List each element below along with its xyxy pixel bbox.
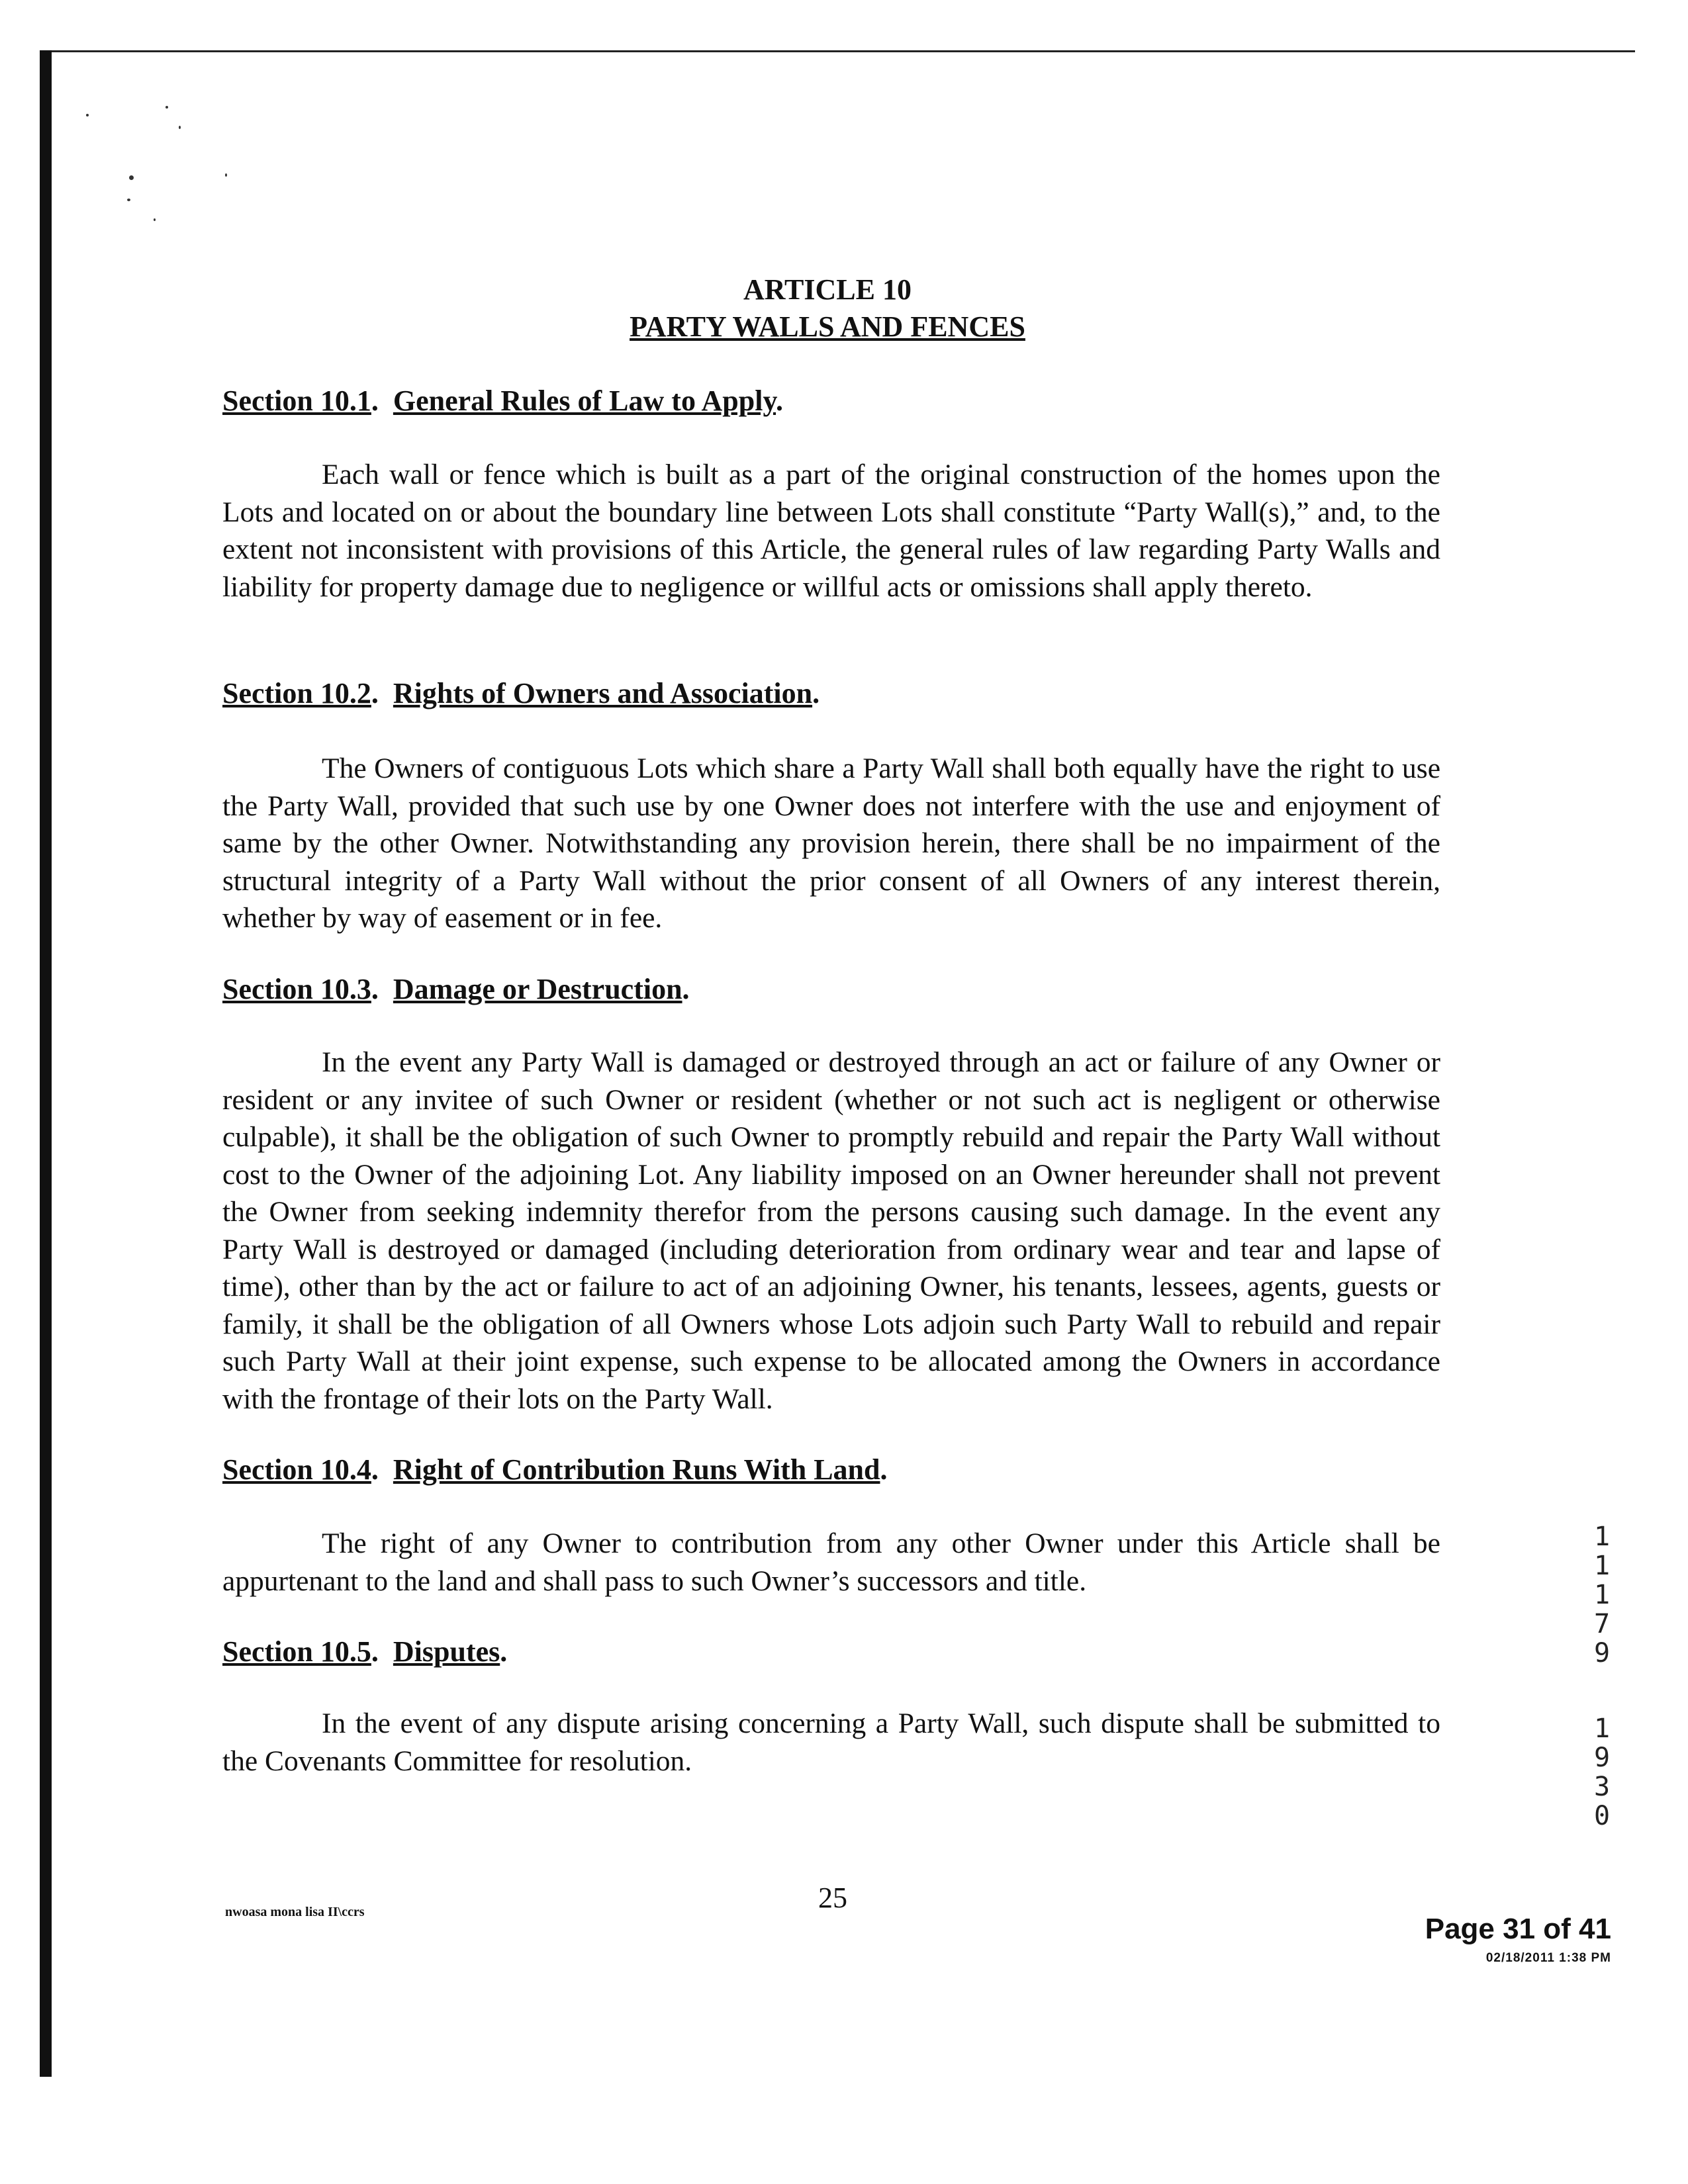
- section-title: Right of Contribution Runs With Land: [393, 1453, 880, 1486]
- section-number: Section 10.1: [222, 385, 371, 417]
- recording-page-stamp: Page 31 of 41: [1425, 1913, 1611, 1945]
- section-number: Section 10.3: [222, 973, 371, 1005]
- section-heading: Section 10.3. Damage or Destruction.: [222, 973, 690, 1005]
- scan-speck: [225, 173, 227, 177]
- section-heading: Section 10.5. Disputes.: [222, 1635, 508, 1668]
- section-title: General Rules of Law to Apply: [393, 385, 776, 417]
- section-paragraph: In the event of any dispute arising concerning a Party Wall, such dispute shall be submitted to the Covenants Committee for resolution.: [222, 1707, 1440, 1777]
- section-number: Section 10.5: [222, 1635, 371, 1668]
- scan-top-rule: [40, 50, 1635, 52]
- reel-digit: 7: [1593, 1609, 1611, 1639]
- reel-digit: 1: [1593, 1713, 1611, 1744]
- reel-digit: 0: [1593, 1801, 1611, 1831]
- article-title: PARTY WALLS AND FENCES: [630, 310, 1025, 343]
- footer-file-reference: nwoasa mona lisa II\ccrs: [225, 1905, 365, 1919]
- recording-datetime-stamp: 02/18/2011 1:38 PM: [1485, 1951, 1611, 1965]
- scan-speck: [154, 218, 156, 221]
- scan-speck: [165, 106, 168, 109]
- reel-digit: 1: [1593, 1580, 1611, 1610]
- section-paragraph: The Owners of contiguous Lots which share a Party Wall shall both equally have the right to use the Party Wall, provided that such use by one Owner does not interfere with the use and enjoyment of same by the other Owner. Notwithstanding any provision herein, there shall be no impairment of the structural integrity of a Party Wall without the prior consent of all Owners of any interest therein, whether by way of easement or in fee.: [222, 752, 1440, 934]
- scan-speck: [129, 175, 134, 180]
- reel-digit: 1: [1593, 1522, 1611, 1552]
- reel-digit: 3: [1593, 1772, 1611, 1802]
- section-title: Disputes: [393, 1635, 500, 1668]
- section-heading: Section 10.4. Right of Contribution Runs With Land.: [222, 1453, 888, 1486]
- scan-speck: [127, 199, 130, 201]
- section-title: Rights of Owners and Association: [393, 677, 813, 709]
- section-number: Section 10.4: [222, 1453, 371, 1486]
- article-number: ARTICLE 10: [743, 273, 912, 306]
- page-number: 25: [818, 1882, 847, 1914]
- section-title: Damage or Destruction: [393, 973, 682, 1005]
- scan-speck: [179, 126, 181, 129]
- section-paragraph: The right of any Owner to contribution from any other Owner under this Article shall be appurtenant to the land and shall pass to such Owner’s successors and title.: [222, 1527, 1440, 1597]
- margin-reel-number: [1589, 1522, 1615, 1831]
- section-paragraph: Each wall or fence which is built as a part of the original construction of the homes upon the Lots and located on or about the boundary line between Lots shall constitute “Party Wall(s),” and, to the extent not inconsistent with provisions of this Article, the general rules of law regarding Party Walls and liability for property damage due to negligence or willful acts or omissions shall apply thereto.: [222, 459, 1440, 603]
- reel-digit: 1: [1593, 1551, 1611, 1581]
- section-number: Section 10.2: [222, 677, 371, 709]
- reel-digit: 9: [1593, 1638, 1611, 1668]
- reel-digit: 9: [1593, 1743, 1611, 1773]
- reel-gap: [1589, 1668, 1615, 1714]
- section-heading: Section 10.2. Rights of Owners and Association.: [222, 677, 820, 709]
- scan-speck: [86, 114, 89, 116]
- section-heading: Section 10.1. General Rules of Law to Apply.: [222, 385, 784, 417]
- scan-left-edge: [40, 50, 52, 2077]
- section-paragraph: In the event any Party Wall is damaged or destroyed through an act or failure of any Owner or resident or any invitee of such Owner or resident (whether or not such act is negligent or otherwise culpable), it shall be the obligation of such Owner to promptly rebuild and repair the Party Wall without cost to the Owner of the adjoining Lot. Any liability imposed on an Owner hereunder shall not prevent the Owner from seeking indemnity therefor from the persons causing such damage. In the event any Party Wall is destroyed or damaged (including deterioration from ordinary wear and tear and lapse of time), other than by the act or failure to act of an adjoining Owner, his tenants, lessees, agents, guests or family, it shall be the obligation of all Owners whose Lots adjoin such Party Wall to rebuild and repair such Party Wall at their joint expense, such expense to be allocated among the Owners in accordance with the frontage of their lots on the Party Wall.: [222, 1046, 1440, 1415]
